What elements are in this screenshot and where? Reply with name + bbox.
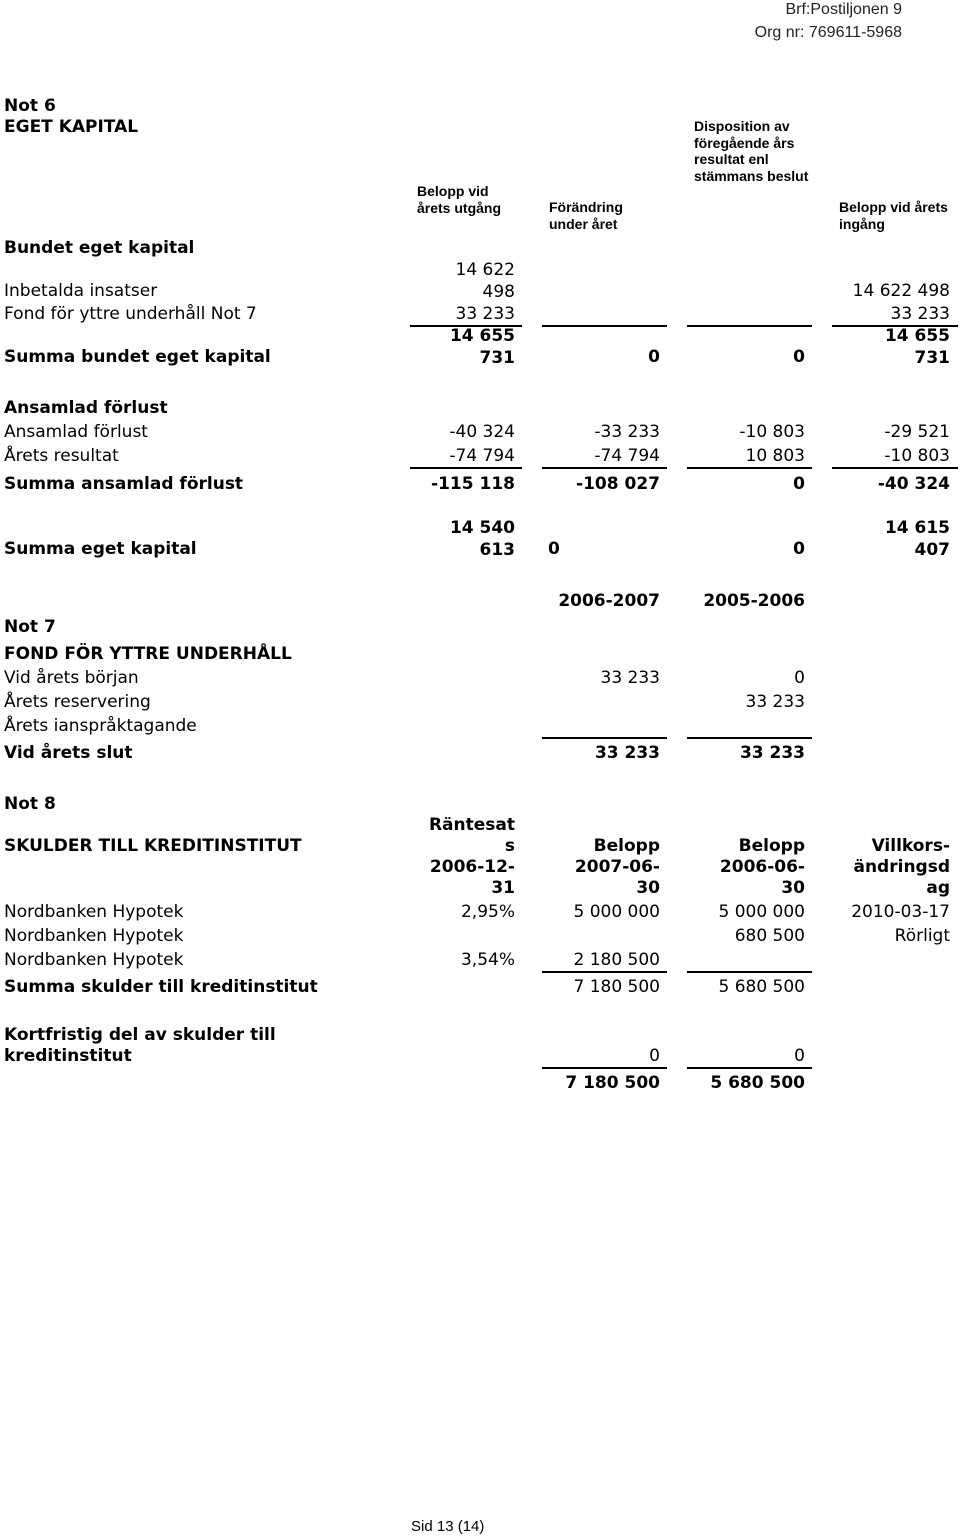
row-label: Fond för yttre underhåll Not 7 [4,304,257,324]
cell-value: 0 [794,1046,805,1066]
cell-value: 0 [648,347,660,367]
cell-value: 0 [794,668,805,688]
cell-value: -115 118 [431,474,515,494]
note7-title: FOND FÖR YTTRE UNDERHÅLL [4,644,292,664]
cell-value: 14 622 498 [852,281,950,301]
underline [542,971,667,973]
cell-value: -10 803 [884,446,950,466]
cell-value: 7 180 500 [573,977,660,997]
cell-value: -108 027 [576,474,660,494]
note8-number: Not 8 [4,794,56,814]
org-number: Org nr: 769611-5968 [754,24,902,41]
cell-value: 2 180 500 [573,950,660,970]
row-label: Summa eget kapital [4,539,197,559]
row-label: Nordbanken Hypotek [4,926,184,946]
cell-value: 14 655 731 [884,326,950,368]
underline [542,737,667,739]
cell-value: -40 324 [877,474,950,494]
cell-value: 0 [793,474,805,494]
cell-value: 33 233 [745,692,805,712]
cell-value: 0 [649,1046,660,1066]
cell-value: -74 794 [449,446,515,466]
row-label: Vid årets början [4,668,139,688]
underline [687,467,812,469]
row-label: Årets ianspråktagande [4,716,197,736]
underline [542,325,667,327]
note6-number: Not 6 [4,96,56,116]
underline [687,325,812,327]
note6-title: EGET KAPITAL [4,117,139,137]
row-label: Nordbanken Hypotek [4,950,184,970]
cell-value: 3,54% [460,950,515,970]
cell-value: 14 622 498 [455,260,515,302]
cell-value: 5 680 500 [718,977,805,997]
cell-value: 5 000 000 [573,902,660,922]
row-label: Inbetalda insatser [4,281,158,301]
cell-value: 14 540 613 [449,518,515,560]
col-header-opening: Belopp vid årets ingång [839,199,948,232]
cell-value: 0 [793,539,805,559]
underline [410,467,522,469]
row-label: Nordbanken Hypotek [4,902,184,922]
note8-title: SKULDER TILL KREDITINSTITUT [4,836,302,856]
row-label: Årets resultat [4,446,119,466]
underline [687,737,812,739]
cell-value: 2,95% [460,902,515,922]
cell-value: 14 655 731 [449,326,515,368]
cell-value: -29 521 [884,422,950,442]
row-label: Summa skulder till kreditinstitut [4,977,318,997]
cell-value: 0 [548,539,560,559]
bundet-heading: Bundet eget kapital [4,238,195,258]
row-label: Vid årets slut [4,743,133,763]
underline [687,1067,812,1069]
cell-value: Rörligt [894,926,950,946]
row-label: Summa bundet eget kapital [4,347,271,367]
cell-value: -40 324 [449,422,515,442]
cell-value: -74 794 [594,446,660,466]
cell-value: -10 803 [739,422,805,442]
forlust-heading: Ansamlad förlust [4,398,168,418]
underline [542,1067,667,1069]
cell-value: 0 [793,347,805,367]
cell-value: 2010-03-17 [851,902,950,922]
underline [542,467,667,469]
cell-value: -33 233 [594,422,660,442]
cell-value: 7 180 500 [565,1073,660,1093]
cell-value: 33 233 [739,743,805,763]
cell-value: 33 233 [890,304,950,324]
note7-number: Not 7 [4,617,56,637]
cell-value: 5 680 500 [710,1073,805,1093]
col-header-closing: Belopp vid årets utgång [417,183,502,216]
row-label: kreditinstitut [4,1046,132,1066]
cell-value: 33 233 [594,743,660,763]
year-header: 2006-2007 [558,591,660,611]
cell-value: 680 500 [734,926,805,946]
underline [832,467,958,469]
cell-value: 33 233 [600,668,660,688]
cell-value: 5 000 000 [718,902,805,922]
underline [687,971,812,973]
cell-value: 33 233 [455,304,515,324]
year-header: 2005-2006 [703,591,805,611]
page-number: Sid 13 (14) [411,1518,485,1535]
row-label: Årets reservering [4,692,151,712]
association-name: Brf:Postiljonen 9 [785,1,902,18]
cell-value: 10 803 [745,446,805,466]
col-header-change: Förändring under året [549,199,623,232]
row-label: Summa ansamlad förlust [4,474,244,494]
row-label: Kortfristig del av skulder till [4,1025,276,1045]
row-label: Ansamlad förlust [4,422,148,442]
col-header-disposition: Disposition av föregående års resultat enl stämmans beslut [694,118,809,184]
cell-value: 14 615 407 [884,518,950,560]
